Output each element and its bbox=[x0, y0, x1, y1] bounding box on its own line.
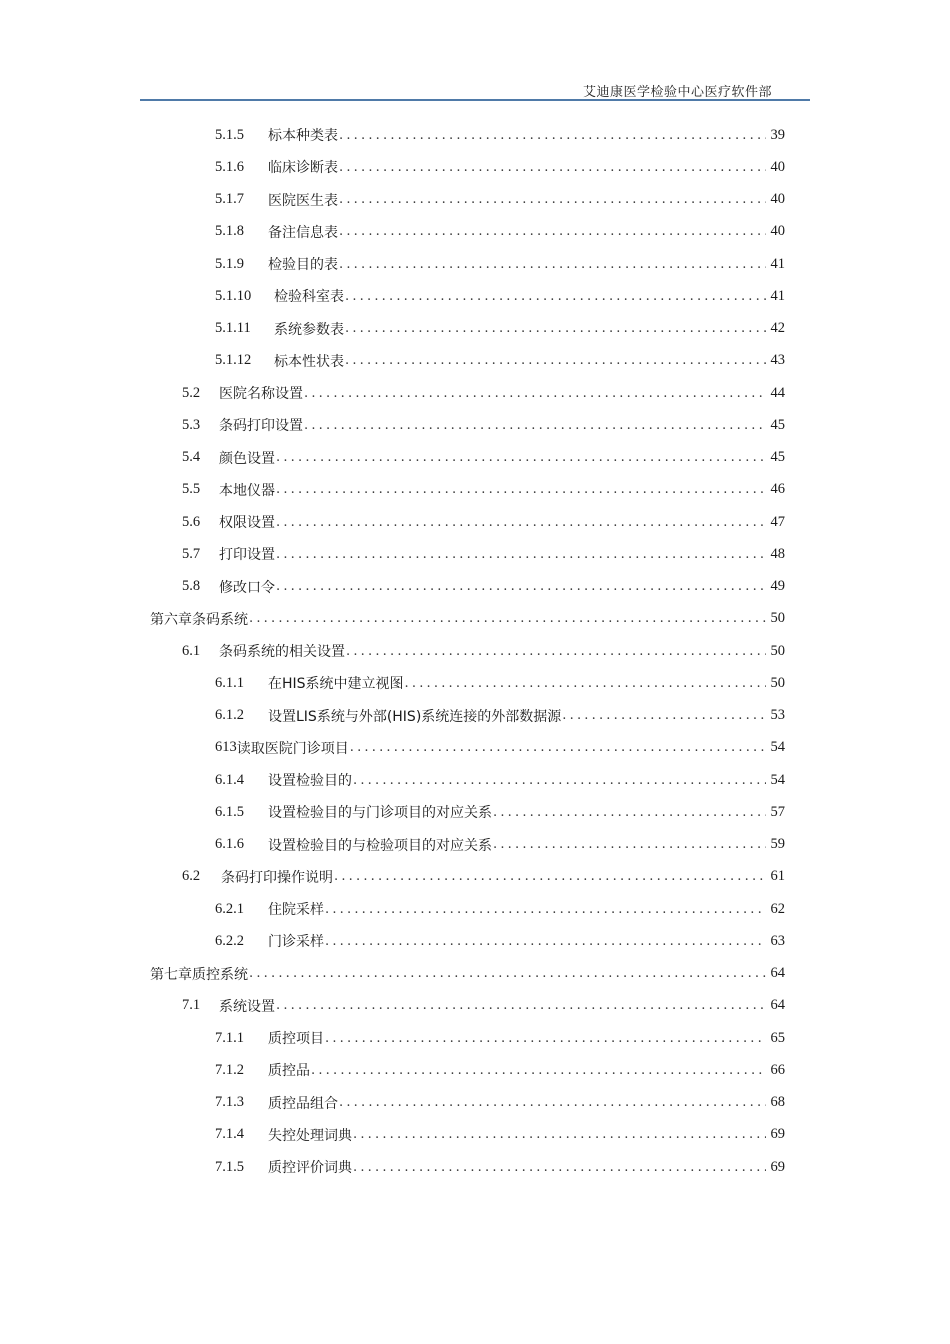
toc-entry-number: 5.1.7 bbox=[215, 191, 244, 207]
toc-dot-leader bbox=[276, 516, 766, 529]
toc-dot-leader bbox=[311, 1064, 766, 1077]
toc-entry-title: 权限设置 bbox=[219, 515, 275, 531]
toc-entry[interactable] bbox=[0, 345, 785, 377]
toc-entry[interactable] bbox=[0, 796, 785, 828]
toc-dot-leader bbox=[346, 645, 766, 658]
toc-dot-leader bbox=[339, 193, 766, 206]
toc-entry[interactable] bbox=[0, 442, 785, 474]
toc-dot-leader bbox=[562, 709, 766, 722]
toc-entry-title: 设置检验目的与检验项目的对应关系 bbox=[268, 837, 492, 854]
toc-entry[interactable] bbox=[0, 313, 785, 345]
toc-entry-title: 标本种类表 bbox=[268, 128, 338, 144]
toc-page-number: 50 bbox=[770, 642, 785, 659]
toc-dot-leader bbox=[353, 1128, 766, 1141]
toc-entry-title: 质控评价词典 bbox=[268, 1160, 352, 1176]
toc-entry-title: 质控品组合 bbox=[268, 1095, 338, 1112]
toc-page-number: 64 bbox=[770, 997, 785, 1014]
toc-page-number: 39 bbox=[770, 126, 785, 143]
toc-page-number: 63 bbox=[770, 932, 785, 949]
toc-entry-title: 修改口令 bbox=[219, 579, 275, 596]
toc-entry-title: 医院名称设置 bbox=[219, 386, 303, 402]
toc-entry-title: 设置LIS系统与外部(HIS)系统连接的外部数据源 bbox=[268, 708, 562, 725]
toc-entry[interactable] bbox=[0, 1087, 785, 1119]
toc-entry-number: 5.4 bbox=[182, 449, 201, 465]
toc-page-number: 42 bbox=[770, 320, 785, 336]
toc-page-number: 62 bbox=[770, 900, 785, 917]
toc-page-number: 46 bbox=[770, 481, 785, 498]
toc-entry[interactable] bbox=[0, 409, 785, 441]
toc-page-number: 53 bbox=[770, 707, 785, 723]
toc-page-number: 64 bbox=[770, 965, 785, 981]
toc-entry-number: 6.1.5 bbox=[215, 803, 244, 820]
toc-dot-leader bbox=[493, 806, 766, 819]
toc-entry-title: 住院采样 bbox=[268, 902, 324, 918]
toc-dot-leader bbox=[276, 548, 766, 561]
toc-entry[interactable] bbox=[0, 764, 785, 796]
toc-entry[interactable] bbox=[0, 829, 785, 861]
toc-entry-title: 在HIS系统中建立视图 bbox=[268, 676, 404, 693]
header-divider bbox=[140, 99, 810, 101]
toc-entry[interactable] bbox=[0, 571, 785, 603]
toc-entry[interactable] bbox=[0, 958, 785, 990]
toc-page-number: 50 bbox=[770, 610, 785, 627]
toc-dot-leader bbox=[345, 322, 766, 335]
toc-entry-number: 6.1.6 bbox=[215, 836, 244, 852]
toc-dot-leader bbox=[353, 774, 766, 787]
toc-page-number: 47 bbox=[770, 513, 785, 530]
toc-entry-title: 临床诊断表 bbox=[268, 160, 338, 177]
toc-page-number: 61 bbox=[770, 868, 785, 885]
toc-entry-number: 5.1.12 bbox=[215, 352, 252, 369]
toc-entry-title: 备注信息表 bbox=[268, 224, 338, 241]
toc-entry-number: 7.1 bbox=[182, 997, 201, 1014]
toc-entry-title: 本地仪器 bbox=[219, 482, 275, 499]
toc-dot-leader bbox=[339, 161, 766, 174]
toc-entry-title: 设置检验目的 bbox=[268, 773, 352, 789]
toc-dot-leader bbox=[405, 677, 766, 690]
toc-page-number: 45 bbox=[770, 449, 785, 465]
toc-entry-title: 质控品 bbox=[268, 1063, 310, 1080]
toc-entry-title: 系统设置 bbox=[219, 998, 275, 1015]
toc-entry-number: 5.1.11 bbox=[215, 320, 251, 336]
toc-entry[interactable] bbox=[0, 732, 785, 764]
toc-entry-number: 5.1.5 bbox=[215, 126, 244, 143]
toc-entry-number: 6.2.1 bbox=[215, 900, 244, 917]
toc-entry[interactable] bbox=[0, 861, 785, 893]
toc-entry-title: 标本性状表 bbox=[274, 353, 344, 370]
toc-entry[interactable] bbox=[0, 635, 785, 667]
toc-dot-leader bbox=[304, 419, 766, 432]
toc-dot-leader bbox=[276, 580, 766, 593]
toc-page-number: 44 bbox=[770, 384, 785, 401]
toc-entry-number: 5.1.9 bbox=[215, 255, 244, 272]
toc-page-number: 40 bbox=[770, 158, 785, 175]
toc-page-number: 68 bbox=[770, 1094, 785, 1110]
toc-entry-number: 5.5 bbox=[182, 481, 201, 498]
toc-entry-title: 条码系统的相关设置 bbox=[219, 644, 345, 660]
toc-entry-title: 打印设置 bbox=[219, 547, 275, 564]
toc-entry[interactable] bbox=[0, 893, 785, 925]
toc-entry[interactable] bbox=[0, 990, 785, 1022]
toc-entry[interactable] bbox=[0, 119, 785, 151]
toc-entry-title: 第七章质控系统 bbox=[150, 966, 248, 983]
toc-entry[interactable] bbox=[0, 151, 785, 183]
toc-entry-number: 5.1.8 bbox=[215, 223, 244, 240]
toc-entry[interactable] bbox=[0, 248, 785, 280]
toc-dot-leader bbox=[493, 838, 766, 851]
toc-dot-leader bbox=[276, 483, 766, 496]
toc-dot-leader bbox=[339, 1096, 766, 1109]
toc-entry-title: 检验科室表 bbox=[274, 289, 344, 306]
toc-dot-leader bbox=[249, 612, 766, 625]
toc-page-number: 54 bbox=[770, 739, 785, 756]
toc-entry[interactable] bbox=[0, 700, 785, 732]
toc-entry-number: 6.1 bbox=[182, 642, 201, 659]
toc-entry-title: 医院医生表 bbox=[268, 192, 338, 209]
toc-entry[interactable] bbox=[0, 538, 785, 570]
toc-entry-title: 门诊采样 bbox=[268, 934, 324, 951]
toc-entry[interactable] bbox=[0, 1119, 785, 1151]
toc-entry[interactable] bbox=[0, 377, 785, 409]
toc-entry-number: 5.8 bbox=[182, 578, 201, 594]
toc-entry[interactable] bbox=[0, 925, 785, 957]
toc-entry-number: 5.6 bbox=[182, 513, 201, 530]
toc-entry[interactable] bbox=[0, 1022, 785, 1054]
toc-dot-leader bbox=[339, 225, 766, 238]
toc-page-number: 40 bbox=[770, 223, 785, 240]
toc-entry-title: 检验目的表 bbox=[268, 257, 338, 273]
toc-page-number: 45 bbox=[770, 416, 785, 433]
toc-page-number: 69 bbox=[770, 1158, 785, 1175]
toc-entry-number: 6.2 bbox=[182, 868, 201, 885]
toc-entry[interactable] bbox=[0, 506, 785, 538]
toc-page-number: 54 bbox=[770, 771, 785, 788]
toc-dot-leader bbox=[325, 903, 766, 916]
toc-entry-title: 条码打印操作说明 bbox=[221, 869, 333, 886]
toc-entry-number: 5.7 bbox=[182, 545, 201, 562]
toc-page-number: 41 bbox=[770, 287, 785, 304]
toc-entry-number: 6.2.2 bbox=[215, 932, 244, 949]
toc-entry-number: 7.1.1 bbox=[215, 1029, 244, 1046]
toc-entry-number: 5.3 bbox=[182, 416, 201, 433]
toc-entry-number: 6.1.1 bbox=[215, 674, 244, 691]
toc-page-number: 59 bbox=[770, 836, 785, 852]
toc-entry-number: 5.2 bbox=[182, 384, 201, 401]
toc-entry[interactable] bbox=[0, 603, 785, 635]
toc-dot-leader bbox=[304, 387, 766, 400]
toc-dot-leader bbox=[345, 290, 766, 303]
toc-dot-leader bbox=[334, 870, 766, 883]
toc-page-number: 57 bbox=[770, 803, 785, 820]
toc-entry-number: 5.1.6 bbox=[215, 158, 244, 175]
toc-page-number: 50 bbox=[770, 674, 785, 691]
toc-entry-title: 失控处理词典 bbox=[268, 1127, 352, 1144]
toc-page-number: 48 bbox=[770, 545, 785, 562]
toc-entry-number: 6.1.4 bbox=[215, 771, 244, 788]
toc-entry-title: 设置检验目的与门诊项目的对应关系 bbox=[268, 805, 492, 822]
toc-dot-leader bbox=[325, 935, 766, 948]
toc-page-number: 69 bbox=[770, 1126, 785, 1143]
toc-entry-number: 7.1.5 bbox=[215, 1158, 244, 1175]
toc-dot-leader bbox=[339, 129, 766, 142]
toc-entry-number: 7.1.2 bbox=[215, 1061, 244, 1078]
toc-entry-title: 第六章条码系统 bbox=[150, 611, 248, 628]
toc-entry[interactable] bbox=[0, 184, 785, 216]
toc-page-number: 66 bbox=[770, 1061, 785, 1078]
toc-page-number: 49 bbox=[770, 578, 785, 594]
toc-dot-leader bbox=[276, 451, 766, 464]
toc-page-number: 65 bbox=[770, 1029, 785, 1046]
toc-dot-leader bbox=[345, 354, 766, 367]
toc-entry[interactable] bbox=[0, 1054, 785, 1086]
toc-dot-leader bbox=[350, 741, 766, 754]
toc-dot-leader bbox=[276, 999, 766, 1012]
toc-entry[interactable] bbox=[0, 280, 785, 312]
toc-entry-number: 7.1.4 bbox=[215, 1126, 244, 1143]
toc-entry-title: 质控项目 bbox=[268, 1031, 324, 1047]
page-header-org: 艾迪康医学检验中心医疗软件部 bbox=[582, 85, 772, 100]
toc-dot-leader bbox=[339, 258, 766, 271]
toc-entry[interactable] bbox=[0, 667, 785, 699]
toc-dot-leader bbox=[353, 1161, 766, 1174]
toc-entry-number: 7.1.3 bbox=[215, 1094, 244, 1110]
toc-entry[interactable] bbox=[0, 1151, 785, 1183]
toc-entry-number: 6.1.2 bbox=[215, 707, 244, 723]
toc-entry[interactable] bbox=[0, 474, 785, 506]
toc-entry-title: 读取医院门诊项目 bbox=[236, 740, 349, 757]
toc-page-number: 43 bbox=[770, 352, 785, 369]
toc-entry-number: 613 bbox=[215, 739, 237, 756]
toc-page-number: 40 bbox=[770, 191, 785, 207]
toc-dot-leader bbox=[325, 1032, 766, 1045]
toc-entry-number: 5.1.10 bbox=[215, 287, 252, 304]
toc-entry-title: 颜色设置 bbox=[219, 450, 275, 467]
toc-dot-leader bbox=[249, 967, 766, 980]
toc-page-number: 41 bbox=[770, 255, 785, 272]
toc-entry-title: 系统参数表 bbox=[274, 321, 344, 338]
toc-entry[interactable] bbox=[0, 216, 785, 248]
toc-entry-title: 条码打印设置 bbox=[219, 418, 303, 435]
